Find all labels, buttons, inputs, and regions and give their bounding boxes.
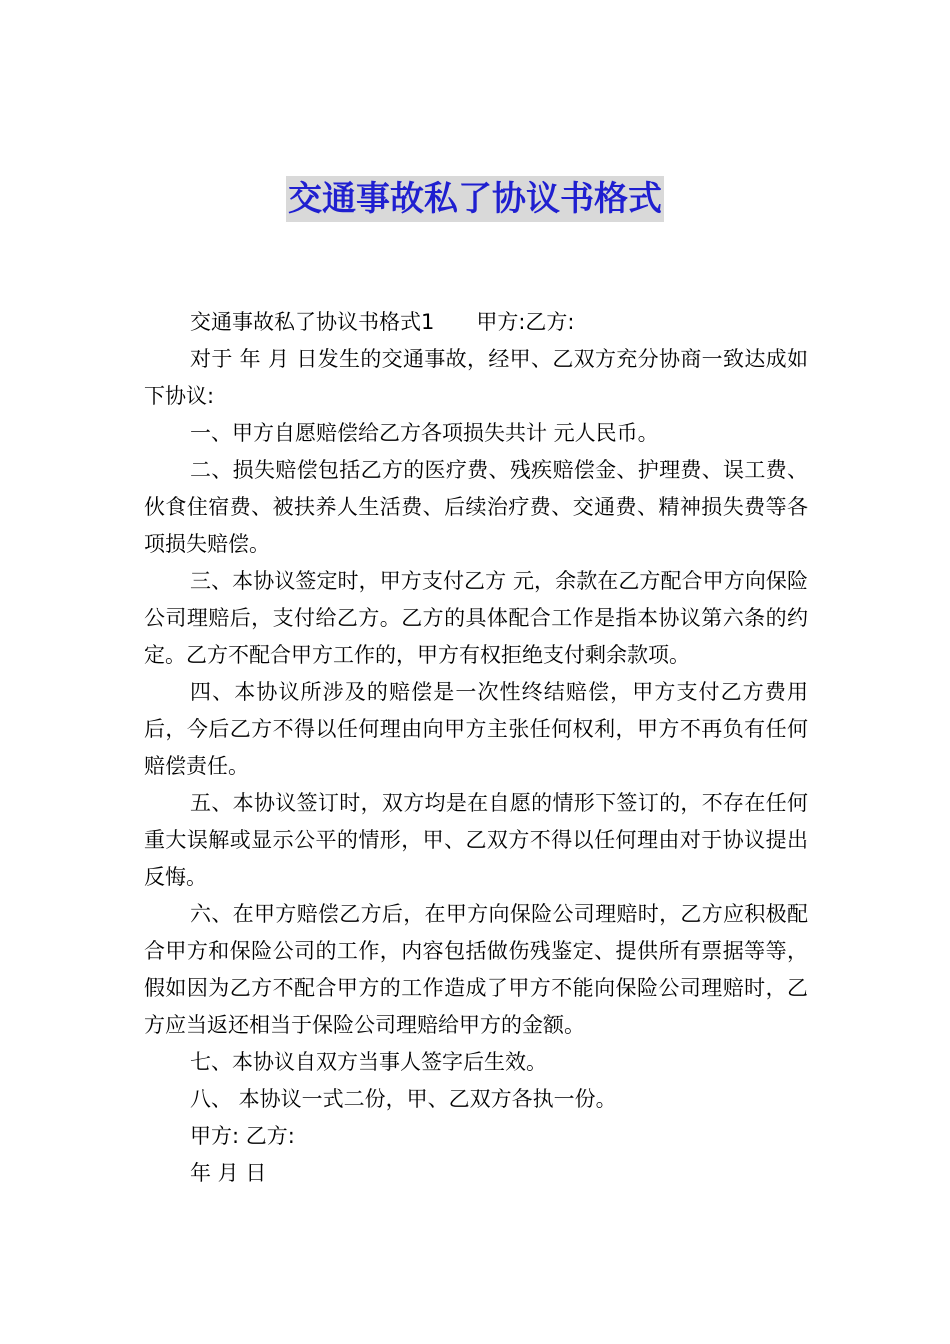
paragraph-clause-7: 七、本协议自双方当事人签字后生效。 — [190, 1050, 547, 1074]
document-body — [144, 304, 808, 1192]
title-container — [0, 176, 950, 222]
paragraph-clause-3: 三、本协议签定时，甲方支付乙方 元，余款在乙方配合甲方向保险公司理赔后，支付给乙方。乙方的具体配合工作是指本协议第六条的约定。乙方不配合甲方工作的，甲方有权拒绝支付剩余款项。 — [144, 569, 808, 667]
document-title: 交通事故私了协议书格式 — [286, 176, 664, 222]
paragraph-clause-6: 六、在甲方赔偿乙方后，在甲方向保险公司理赔时，乙方应积极配合甲方和保险公司的工作，内容包括做伤残鉴定、提供所有票据等等，假如因为乙方不配合甲方的工作造成了甲方不能向保险公司理赔时，乙方应当返还相当于保险公司理赔给甲方的金额。 — [144, 902, 808, 1037]
paragraph-clause-8: 八、 本协议一式二份，甲、乙双方各执一份。 — [190, 1087, 617, 1111]
signature-date: 年 月 日 — [190, 1161, 267, 1185]
paragraph-clause-2: 二、损失赔偿包括乙方的医疗费、残疾赔偿金、护理费、误工费、伙食住宿费、被扶养人生活费、后续治疗费、交通费、精神损失费等各项损失赔偿。 — [144, 458, 808, 556]
paragraph-intro: 对于 年 月 日发生的交通事故，经甲、乙双方充分协商一致达成如下协议: — [144, 347, 808, 408]
paragraph-clause-5: 五、本协议签订时，双方均是在自愿的情形下签订的，不存在任何重大误解或显示公平的情形，甲、乙双方不得以任何理由对于协议提出反悔。 — [144, 791, 808, 889]
paragraph-clause-1: 一、甲方自愿赔偿给乙方各项损失共计 元人民币。 — [190, 421, 659, 445]
signature-parties: 甲方: 乙方: — [190, 1124, 295, 1148]
paragraph-clause-4: 四、本协议所涉及的赔偿是一次性终结赔偿，甲方支付乙方费用后，今后乙方不得以任何理由向甲方主张任何权利，甲方不再负有任何赔偿责任。 — [144, 680, 808, 778]
paragraph-heading: 交通事故私了协议书格式1 甲方:乙方: — [190, 310, 575, 334]
